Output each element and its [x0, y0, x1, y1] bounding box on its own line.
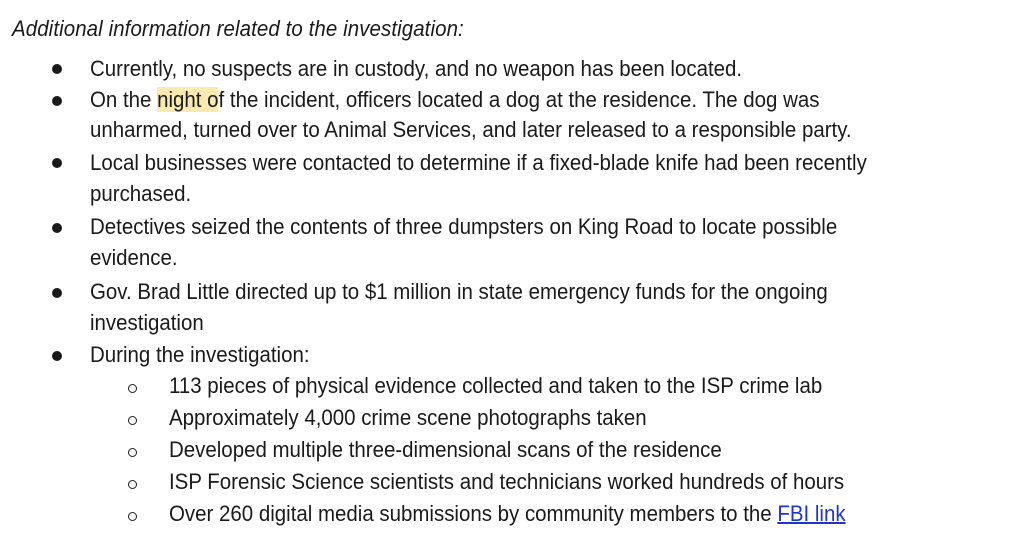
sub-bullet-icon [128, 416, 137, 425]
bullet-icon [52, 158, 62, 168]
sub-bullet-icon [128, 480, 137, 489]
list-item-text: unharmed, turned over to Animal Services, and later released to a responsible party. [90, 117, 852, 142]
sub-bullet-icon [128, 512, 137, 521]
fbi-link[interactable]: FBI link [777, 501, 846, 526]
list-item-text: Gov. Brad Little directed up to $1 million in state emergency funds for the ongoing [90, 279, 828, 304]
list-item-text: Currently, no suspects are in custody, and no weapon has been located. [90, 56, 743, 81]
section-heading: Additional information related to the investigation: [12, 16, 464, 41]
text-segment: On the [90, 87, 158, 112]
bullet-icon [52, 64, 62, 74]
bullet-icon [52, 223, 62, 233]
text-segment: Over 260 digital media submissions by community members to the [169, 501, 778, 526]
bullet-icon [52, 96, 62, 106]
list-item-text: evidence. [90, 245, 178, 270]
list-item-text: Detectives seized the contents of three dumpsters on King Road to locate possible [90, 214, 838, 239]
sub-bullet-icon [128, 384, 137, 393]
list-item-text [90, 87, 819, 113]
sub-list-item-text: 113 pieces of physical evidence collected and taken to the ISP crime lab [169, 373, 823, 398]
sub-list-item-text: ISP Forensic Science scientists and technicians worked hundreds of hours [169, 469, 845, 494]
list-item-text: Local businesses were contacted to determine if a fixed-blade knife had been recently [90, 150, 867, 175]
sub-list-item-text: Developed multiple three-dimensional scans of the residence [169, 437, 722, 462]
list-item-text: During the investigation: [90, 342, 310, 367]
list-item-text: purchased. [90, 181, 192, 206]
highlighted-text: night o [157, 87, 219, 112]
sub-list-item-text [169, 501, 846, 527]
list-item-text: investigation [90, 310, 204, 335]
text-segment: f the incident, officers located a dog at the residence. The dog was [218, 87, 820, 112]
sub-list-item-text: Approximately 4,000 crime scene photographs taken [169, 405, 647, 430]
sub-bullet-icon [128, 448, 137, 457]
bullet-icon [52, 351, 62, 361]
bullet-icon [52, 288, 62, 298]
